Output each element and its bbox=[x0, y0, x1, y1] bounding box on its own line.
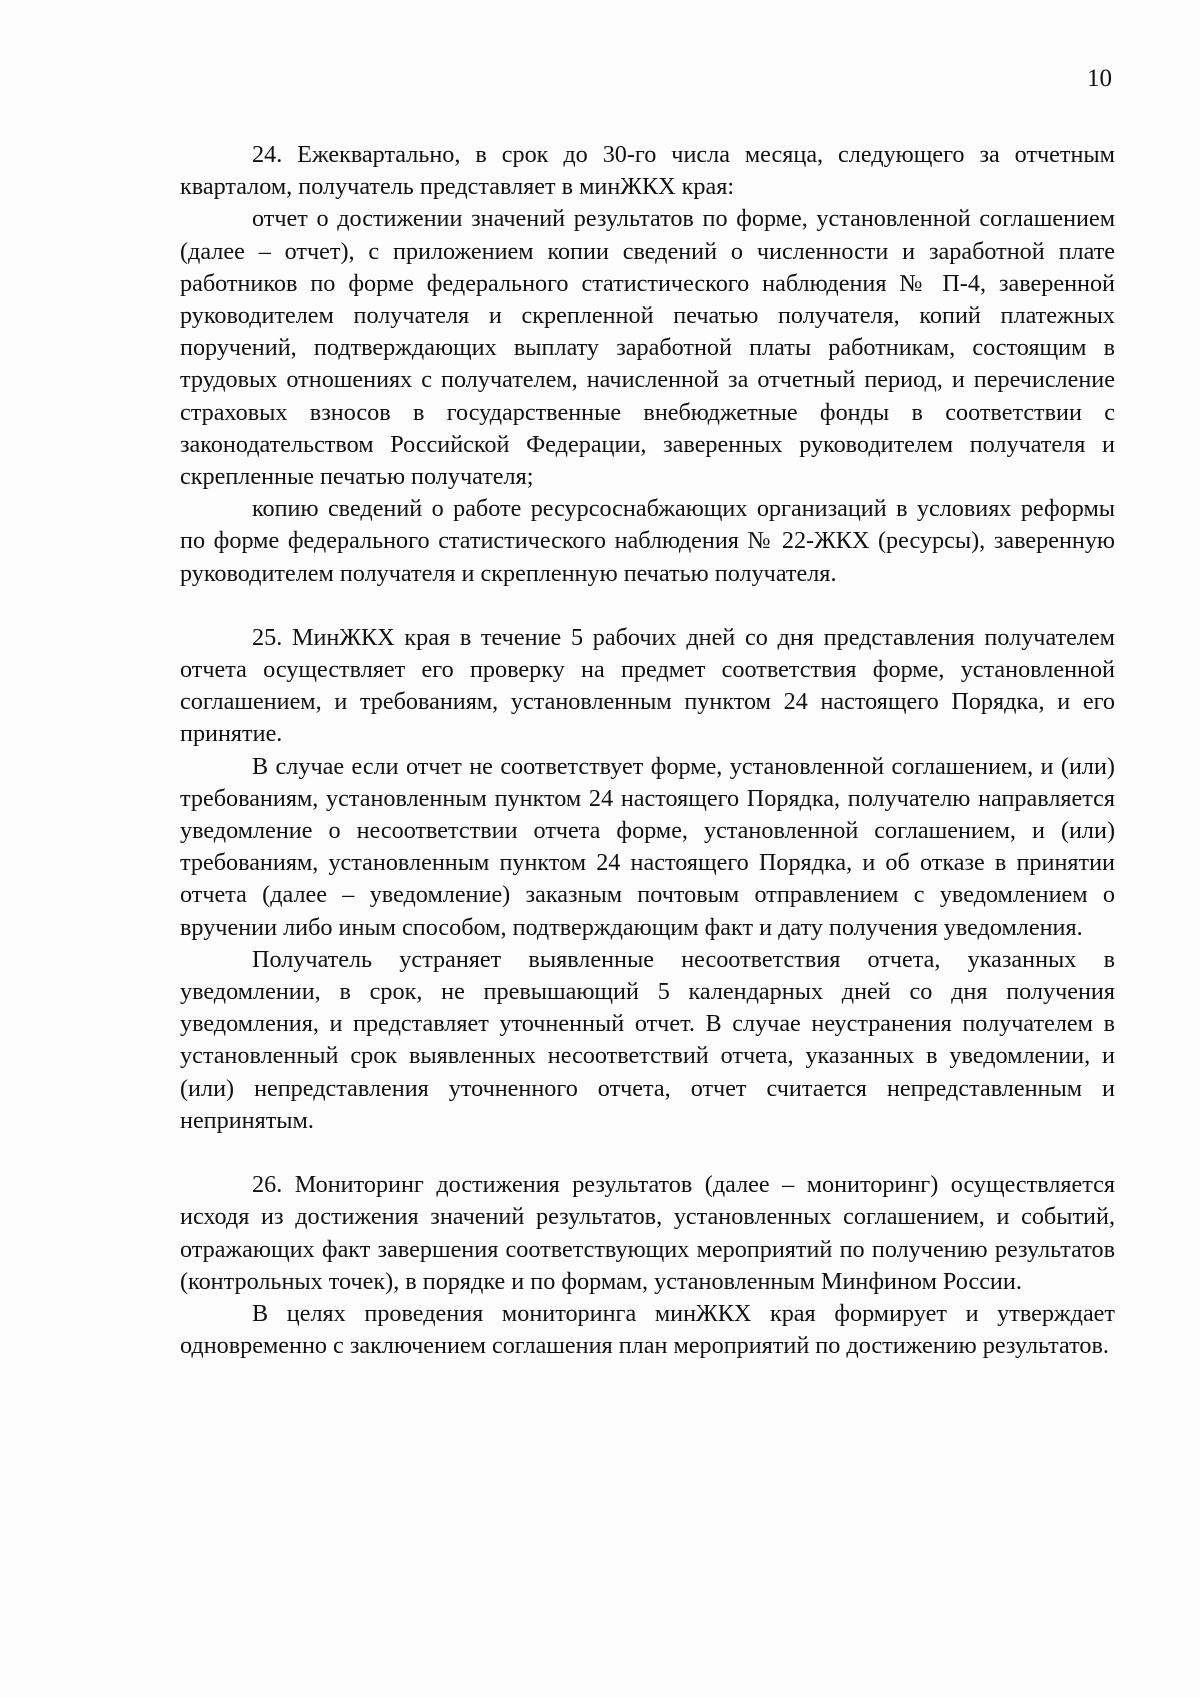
paragraph-24-report: отчет о достижении значений результатов по форме, установленной соглашением (далее – отчет), с приложением копии сведений о численности и заработной плате работников по форме федерального статистического наблюдения № П-4, заверенной руководителем получателя и скрепленной печатью получателя, копий платежных поручений, подтверждающих выплату заработной платы работникам, состоящим в трудовых отношениях с получателем, начисленной за отчетный период, и перечисление страховых взносов в государственные внебюджетные фонды в соответствии с законодательством Российской Федерации, заверенных руководителем получателя и скрепленные печатью получателя; bbox=[180, 205, 1115, 491]
paragraph-24-copy: копию сведений о работе ресурсоснабжающих организаций в условиях реформы по форме федерального статистического наблюдения № 22-ЖКХ (ресурсы), заверенную руководителем получателя и скрепленную печатью получателя. bbox=[180, 495, 1115, 587]
paragraph-25-notice: В случае если отчет не соответствует форме, установленной соглашением, и (или) требованиям, установленным пунктом 24 настоящего Порядка, получателю направляется уведомление о несоответствии отчета форме, установленной соглашением, и (или) требованиям, установленным пунктом 24 настоящего Порядка, и об отказе в принятии отчета (далее – уведомление) заказным почтовым отправлением с уведомлением о вручении либо иным способом, подтверждающим факт и дату получения уведомления. bbox=[180, 752, 1115, 941]
paragraph-26-monitoring: 26. Мониторинг достижения результатов (далее – мониторинг) осуществляется исходя из достижения значений результатов, установленных соглашением, и событий, отражающих факт завершения соответствующих мероприятий по получению результатов (контрольных точек), в порядке и по формам, установленным Минфином России. bbox=[180, 1171, 1115, 1295]
paragraph-26-plan: В целях проведения мониторинга минЖКХ края формирует и утверждает одновременно с заключением соглашения план мероприятий по достижению результатов. bbox=[180, 1299, 1115, 1360]
paragraph-25-check: 25. МинЖКХ края в течение 5 рабочих дней со дня представления получателем отчета осуществляет его проверку на предмет соответствия форме, установленной соглашением, и требованиям, установленным пунктом 24 настоящего Порядка, и его принятие. bbox=[180, 623, 1115, 748]
document-body bbox=[180, 139, 1115, 1362]
section-gap bbox=[180, 590, 1115, 622]
paragraph-25-correction: Получатель устраняет выявленные несоответствия отчета, указанных в уведомлении, в срок, не превышающий 5 календарных дней со дня получения уведомления, и представляет уточненный отчет. В случае неустранения получателем в установленный срок выявленных несоответствий отчета, указанных в уведомлении, и (или) непредставления уточненного отчета, отчет считается непредставленным и непринятым. bbox=[180, 945, 1115, 1134]
page-number: 10 bbox=[1087, 65, 1112, 92]
paragraph-24-intro: 24. Ежеквартально, в срок до 30-го числа месяца, следующего за отчетным кварталом, получатель представляет в минЖКХ края: bbox=[180, 141, 1115, 201]
section-gap bbox=[180, 1137, 1115, 1169]
